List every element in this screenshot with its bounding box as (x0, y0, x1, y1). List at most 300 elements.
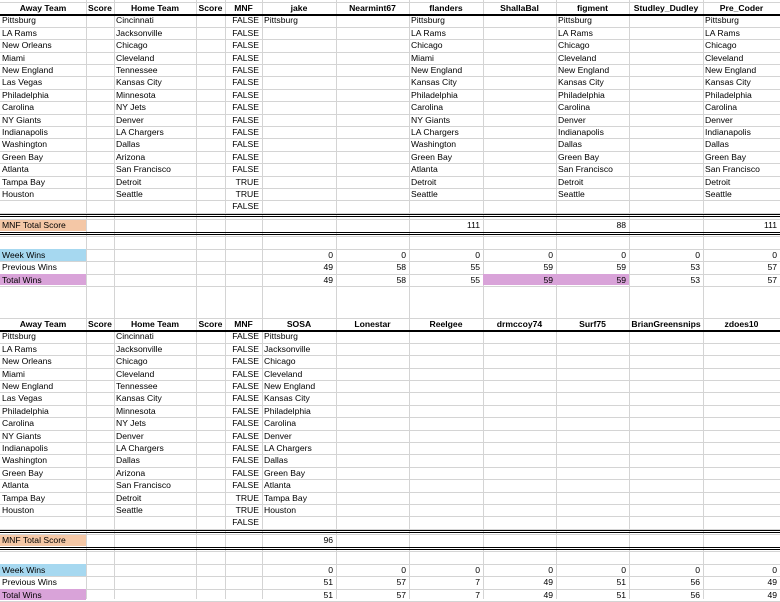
pick-cell[interactable] (409, 343, 483, 355)
away-score-cell[interactable] (86, 430, 114, 442)
pick-cell[interactable] (556, 504, 629, 516)
header-mnf[interactable]: MNF (234, 3, 253, 13)
total_wins-value[interactable]: 58 (396, 274, 406, 285)
pick-cell[interactable] (336, 516, 409, 528)
away-score-cell[interactable] (86, 516, 114, 528)
pick-cell[interactable] (336, 504, 409, 516)
previous_wins-value[interactable]: 49 (323, 262, 333, 273)
pick-cell[interactable] (629, 492, 703, 504)
pick-cell[interactable]: Philadelphia (264, 405, 311, 416)
pick-cell[interactable]: Green Bay (411, 151, 453, 162)
pick-cell[interactable] (629, 200, 703, 212)
pick-cell[interactable] (336, 151, 409, 163)
pick-cell[interactable] (483, 39, 556, 51)
pick-cell[interactable]: Carolina (264, 418, 297, 429)
home-score-cell[interactable] (196, 405, 225, 417)
pick-cell[interactable] (409, 417, 483, 429)
pick-cell[interactable]: Chicago (411, 40, 443, 51)
pick-cell[interactable] (262, 27, 336, 39)
pick-cell[interactable]: Washington (411, 139, 457, 150)
home-team-cell[interactable]: Cleveland (116, 368, 155, 379)
home-score-cell[interactable] (196, 200, 225, 212)
pick-cell[interactable] (409, 368, 483, 380)
home-team-cell[interactable]: Jacksonville (116, 343, 163, 354)
pick-cell[interactable]: Cleveland (705, 52, 744, 63)
away-score-cell[interactable] (86, 89, 114, 101)
pick-cell[interactable] (556, 492, 629, 504)
pick-cell[interactable] (629, 405, 703, 417)
away-team-cell[interactable]: LA Rams (2, 343, 37, 354)
mnf-cell[interactable]: FALSE (232, 418, 259, 429)
header-player[interactable]: drmccoy74 (496, 319, 543, 329)
mnf_total_score-value[interactable]: 96 (323, 535, 333, 545)
home-score-cell[interactable] (196, 430, 225, 442)
mnf-cell[interactable]: FALSE (232, 381, 259, 391)
total_wins-value[interactable]: 51 (323, 589, 333, 600)
pick-cell[interactable] (336, 442, 409, 454)
pick-cell[interactable] (703, 355, 780, 367)
mnf-cell[interactable]: TRUE (235, 176, 259, 187)
mnf_total_score-label[interactable]: MNF Total Score (2, 220, 66, 230)
away-team-cell[interactable]: Tampa Bay (2, 492, 45, 503)
pick-cell[interactable]: Denver (558, 114, 586, 125)
away-score-cell[interactable] (86, 417, 114, 429)
pick-cell[interactable] (629, 163, 703, 175)
home-team-cell[interactable]: NY Jets (116, 418, 146, 429)
mnf-cell[interactable]: FALSE (232, 368, 259, 379)
pick-cell[interactable] (703, 200, 780, 212)
home-score-cell[interactable] (196, 504, 225, 516)
pick-cell[interactable]: LA Rams (411, 27, 446, 38)
away-team-cell[interactable]: Indianapolis (2, 127, 48, 137)
pick-cell[interactable] (483, 151, 556, 163)
pick-cell[interactable] (409, 516, 483, 528)
home-team-cell[interactable]: Dallas (116, 139, 140, 150)
pick-cell[interactable]: Detroit (558, 176, 584, 187)
home-score-cell[interactable] (196, 467, 225, 479)
away-score-cell[interactable] (86, 380, 114, 392)
pick-cell[interactable] (483, 163, 556, 175)
week_wins-value[interactable]: 0 (475, 249, 480, 260)
away-team-cell[interactable]: Houston (2, 189, 35, 199)
pick-cell[interactable] (336, 392, 409, 404)
away-score-cell[interactable] (86, 114, 114, 126)
pick-cell[interactable] (703, 504, 780, 516)
pick-cell[interactable] (262, 176, 336, 188)
pick-cell[interactable] (336, 89, 409, 101)
pick-cell[interactable] (629, 479, 703, 491)
week_wins-value[interactable]: 0 (401, 564, 406, 575)
pick-cell[interactable]: Indianapolis (705, 127, 751, 137)
away-team-cell[interactable]: New Orleans (2, 356, 52, 367)
pick-cell[interactable] (262, 200, 336, 212)
away-team-cell[interactable]: Houston (2, 505, 35, 515)
pick-cell[interactable] (629, 516, 703, 528)
away-score-cell[interactable] (86, 442, 114, 454)
pick-cell[interactable] (629, 454, 703, 466)
previous_wins-value[interactable]: 53 (690, 262, 700, 273)
pick-cell[interactable] (703, 368, 780, 380)
home-score-cell[interactable] (196, 114, 225, 126)
week_wins-value[interactable]: 0 (548, 564, 553, 575)
pick-cell[interactable]: Philadelphia (558, 89, 605, 100)
header-home[interactable]: Home Team (130, 319, 180, 329)
header-player[interactable]: jake (290, 3, 308, 13)
away-score-cell[interactable] (86, 101, 114, 113)
home-team-cell[interactable]: Kansas City (116, 77, 162, 88)
mnf-cell[interactable]: FALSE (232, 127, 259, 137)
previous_wins-value[interactable]: 59 (543, 262, 553, 273)
pick-cell[interactable] (262, 516, 336, 528)
week_wins-label[interactable]: Week Wins (2, 564, 46, 575)
home-team-cell[interactable]: Chicago (116, 40, 148, 51)
mnf_total_score-value[interactable] (629, 219, 703, 231)
previous_wins-label[interactable]: Previous Wins (2, 577, 57, 588)
pick-cell[interactable]: Chicago (558, 40, 590, 51)
header-player[interactable]: Studley_Dudley (633, 3, 699, 13)
mnf-cell[interactable]: FALSE (232, 356, 259, 367)
header-away[interactable]: Away Team (19, 3, 67, 13)
mnf_total_score-value[interactable] (556, 534, 629, 546)
pick-cell[interactable]: Seattle (558, 189, 585, 199)
pick-cell[interactable] (336, 114, 409, 126)
away-score-cell[interactable] (86, 479, 114, 491)
week_wins-value[interactable]: 0 (548, 249, 553, 260)
pick-cell[interactable] (629, 89, 703, 101)
pick-cell[interactable] (703, 467, 780, 479)
pick-cell[interactable] (336, 163, 409, 175)
home-score-cell[interactable] (196, 27, 225, 39)
pick-cell[interactable] (409, 392, 483, 404)
pick-cell[interactable] (262, 76, 336, 88)
previous_wins-value[interactable]: 59 (616, 262, 626, 273)
pick-cell[interactable]: Houston (264, 505, 297, 515)
pick-cell[interactable]: Atlanta (411, 164, 438, 175)
mnf_total_score-value[interactable]: 88 (616, 220, 626, 230)
pick-cell[interactable]: NY Giants (411, 114, 451, 125)
pick-cell[interactable] (556, 430, 629, 442)
pick-cell[interactable] (629, 330, 703, 342)
pick-cell[interactable] (629, 39, 703, 51)
mnf-cell[interactable]: FALSE (232, 15, 259, 26)
pick-cell[interactable] (262, 101, 336, 113)
pick-cell[interactable] (629, 27, 703, 39)
pick-cell[interactable]: Pittsburg (411, 15, 445, 26)
pick-cell[interactable] (336, 430, 409, 442)
home-score-cell[interactable] (196, 442, 225, 454)
away-score-cell[interactable] (86, 64, 114, 76)
home-team-cell[interactable]: Minnesota (116, 405, 156, 416)
home-team-cell[interactable] (114, 200, 196, 212)
pick-cell[interactable] (336, 14, 409, 26)
home-score-cell[interactable] (196, 89, 225, 101)
mnf-cell[interactable]: FALSE (232, 52, 259, 63)
pick-cell[interactable] (629, 101, 703, 113)
total_wins-value[interactable]: 57 (767, 274, 777, 285)
mnf-cell[interactable]: FALSE (232, 443, 259, 453)
pick-cell[interactable] (262, 114, 336, 126)
pick-cell[interactable] (629, 188, 703, 200)
pick-cell[interactable]: Detroit (705, 176, 731, 187)
pick-cell[interactable] (629, 14, 703, 26)
pick-cell[interactable] (262, 126, 336, 138)
pick-cell[interactable]: Pittsburg (264, 331, 298, 342)
pick-cell[interactable] (556, 442, 629, 454)
pick-cell[interactable] (629, 114, 703, 126)
pick-cell[interactable]: Dallas (264, 455, 288, 466)
pick-cell[interactable] (409, 492, 483, 504)
home-team-cell[interactable]: Chicago (116, 356, 148, 367)
pick-cell[interactable] (483, 454, 556, 466)
away-score-cell[interactable] (86, 76, 114, 88)
pick-cell[interactable] (703, 492, 780, 504)
pick-cell[interactable] (703, 405, 780, 417)
header-player[interactable]: flanders (429, 3, 463, 13)
home-team-cell[interactable]: Jacksonville (116, 27, 163, 38)
pick-cell[interactable]: Philadelphia (411, 89, 458, 100)
mnf_total_score-value[interactable] (483, 219, 556, 231)
pick-cell[interactable] (409, 467, 483, 479)
week_wins-value[interactable]: 0 (401, 249, 406, 260)
away-team-cell[interactable]: Miami (2, 52, 25, 63)
mnf-cell[interactable]: FALSE (232, 40, 259, 51)
mnf-cell[interactable]: FALSE (232, 517, 259, 528)
home-score-cell[interactable] (196, 417, 225, 429)
pick-cell[interactable]: Detroit (411, 176, 437, 187)
away-team-cell[interactable]: Miami (2, 368, 25, 379)
pick-cell[interactable] (483, 176, 556, 188)
total_wins-value[interactable]: 49 (767, 589, 777, 600)
home-team-cell[interactable]: Arizona (116, 151, 146, 162)
pick-cell[interactable] (629, 417, 703, 429)
header-score2[interactable]: Score (198, 3, 223, 13)
pick-cell[interactable] (483, 330, 556, 342)
pick-cell[interactable] (483, 126, 556, 138)
pick-cell[interactable]: Green Bay (558, 151, 600, 162)
pick-cell[interactable]: Carolina (705, 102, 738, 113)
away-score-cell[interactable] (86, 355, 114, 367)
away-score-cell[interactable] (86, 467, 114, 479)
home-team-cell[interactable]: Minnesota (116, 89, 156, 100)
pick-cell[interactable] (629, 76, 703, 88)
pick-cell[interactable]: LA Rams (705, 27, 740, 38)
pick-cell[interactable]: San Francisco (558, 164, 613, 175)
away-team-cell[interactable]: Atlanta (2, 480, 29, 491)
home-score-cell[interactable] (196, 176, 225, 188)
mnf-cell[interactable]: FALSE (232, 393, 259, 404)
pick-cell[interactable] (703, 479, 780, 491)
pick-cell[interactable] (262, 52, 336, 64)
away-score-cell[interactable] (86, 343, 114, 355)
pick-cell[interactable] (336, 200, 409, 212)
pick-cell[interactable] (409, 504, 483, 516)
header-player[interactable]: zdoes10 (724, 319, 759, 329)
away-score-cell[interactable] (86, 138, 114, 150)
pick-cell[interactable] (703, 392, 780, 404)
header-player[interactable]: BrianGreensnips (631, 319, 701, 329)
pick-cell[interactable] (483, 200, 556, 212)
total_wins-value[interactable]: 49 (323, 274, 333, 285)
pick-cell[interactable]: New England (558, 65, 610, 75)
total_wins-value[interactable]: 59 (543, 274, 553, 285)
home-score-cell[interactable] (196, 163, 225, 175)
pick-cell[interactable] (556, 479, 629, 491)
mnf-cell[interactable]: TRUE (235, 189, 259, 199)
home-team-cell[interactable]: Cincinnati (116, 331, 154, 342)
away-score-cell[interactable] (86, 200, 114, 212)
pick-cell[interactable] (483, 504, 556, 516)
pick-cell[interactable] (483, 27, 556, 39)
home-score-cell[interactable] (196, 64, 225, 76)
away-team-cell[interactable]: New Orleans (2, 40, 52, 51)
home-score-cell[interactable] (196, 52, 225, 64)
home-score-cell[interactable] (196, 151, 225, 163)
away-score-cell[interactable] (86, 151, 114, 163)
pick-cell[interactable] (629, 52, 703, 64)
header-score2[interactable]: Score (198, 319, 223, 329)
total_wins-value[interactable]: 7 (475, 589, 480, 600)
away-team-cell[interactable]: NY Giants (2, 430, 42, 441)
pick-cell[interactable] (483, 101, 556, 113)
pick-cell[interactable] (336, 343, 409, 355)
pick-cell[interactable] (336, 101, 409, 113)
home-team-cell[interactable]: Denver (116, 114, 144, 125)
header-player[interactable]: SOSA (286, 319, 312, 329)
mnf_total_score-value[interactable]: 111 (466, 220, 480, 230)
home-team-cell[interactable]: Tennessee (116, 65, 158, 75)
home-score-cell[interactable] (196, 492, 225, 504)
total_wins-value[interactable]: 56 (690, 589, 700, 600)
mnf-cell[interactable]: FALSE (232, 405, 259, 416)
pick-cell[interactable] (483, 89, 556, 101)
pick-cell[interactable]: Cleveland (264, 368, 303, 379)
pick-cell[interactable] (629, 176, 703, 188)
away-score-cell[interactable] (86, 492, 114, 504)
pick-cell[interactable]: Chicago (705, 40, 737, 51)
pick-cell[interactable] (483, 405, 556, 417)
pick-cell[interactable] (483, 52, 556, 64)
away-score-cell[interactable] (86, 176, 114, 188)
pick-cell[interactable] (336, 76, 409, 88)
pick-cell[interactable] (262, 163, 336, 175)
total_wins-label[interactable]: Total Wins (2, 589, 42, 600)
previous_wins-label[interactable]: Previous Wins (2, 262, 57, 273)
pick-cell[interactable]: Kansas City (705, 77, 751, 88)
header-player[interactable]: Pre_Coder (719, 3, 764, 13)
pick-cell[interactable] (262, 138, 336, 150)
mnf_total_score-label[interactable]: MNF Total Score (2, 535, 66, 545)
away-team-cell[interactable]: Pittsburg (2, 331, 36, 342)
away-team-cell[interactable] (0, 200, 86, 212)
pick-cell[interactable]: LA Rams (558, 27, 593, 38)
pick-cell[interactable] (483, 355, 556, 367)
mnf-cell[interactable]: FALSE (232, 114, 259, 125)
total_wins-value[interactable]: 53 (690, 274, 700, 285)
previous_wins-value[interactable]: 57 (767, 262, 777, 273)
pick-cell[interactable] (336, 27, 409, 39)
away-score-cell[interactable] (86, 188, 114, 200)
mnf-cell[interactable]: FALSE (232, 27, 259, 38)
home-score-cell[interactable] (196, 39, 225, 51)
mnf-cell[interactable]: FALSE (232, 89, 259, 100)
pick-cell[interactable] (409, 380, 483, 392)
previous_wins-value[interactable]: 56 (690, 577, 700, 588)
home-score-cell[interactable] (196, 138, 225, 150)
pick-cell[interactable] (262, 64, 336, 76)
pick-cell[interactable] (629, 467, 703, 479)
pick-cell[interactable] (409, 454, 483, 466)
pick-cell[interactable] (483, 76, 556, 88)
away-score-cell[interactable] (86, 392, 114, 404)
pick-cell[interactable] (629, 64, 703, 76)
pick-cell[interactable] (336, 368, 409, 380)
total_wins-value[interactable]: 55 (470, 274, 480, 285)
mnf-cell[interactable]: FALSE (232, 65, 259, 75)
pick-cell[interactable]: Pittsburg (558, 15, 592, 26)
mnf_total_score-value[interactable] (336, 219, 409, 231)
pick-cell[interactable] (483, 138, 556, 150)
pick-cell[interactable] (336, 188, 409, 200)
previous_wins-value[interactable]: 57 (396, 577, 406, 588)
total_wins-value[interactable]: 49 (543, 589, 553, 600)
pick-cell[interactable] (483, 64, 556, 76)
pick-cell[interactable]: Kansas City (264, 393, 310, 404)
pick-cell[interactable] (556, 417, 629, 429)
pick-cell[interactable] (409, 405, 483, 417)
pick-cell[interactable] (409, 330, 483, 342)
pick-cell[interactable] (483, 392, 556, 404)
away-team-cell[interactable]: Indianapolis (2, 443, 48, 453)
home-team-cell[interactable]: Detroit (116, 176, 142, 187)
pick-cell[interactable] (483, 14, 556, 26)
pick-cell[interactable] (336, 64, 409, 76)
mnf-cell[interactable]: FALSE (232, 430, 259, 441)
away-score-cell[interactable] (86, 454, 114, 466)
away-score-cell[interactable] (86, 163, 114, 175)
header-score[interactable]: Score (88, 319, 112, 329)
home-team-cell[interactable]: San Francisco (116, 480, 171, 491)
pick-cell[interactable] (483, 442, 556, 454)
mnf-cell[interactable]: TRUE (235, 505, 259, 515)
pick-cell[interactable] (336, 330, 409, 342)
pick-cell[interactable]: Dallas (558, 139, 582, 150)
pick-cell[interactable] (336, 126, 409, 138)
mnf-cell[interactable]: FALSE (232, 164, 259, 175)
pick-cell[interactable] (703, 343, 780, 355)
pick-cell[interactable] (483, 516, 556, 528)
pick-cell[interactable]: San Francisco (705, 164, 760, 175)
pick-cell[interactable]: Carolina (411, 102, 444, 113)
header-player[interactable]: Surf75 (579, 319, 606, 329)
pick-cell[interactable] (262, 39, 336, 51)
pick-cell[interactable]: LA Chargers (411, 127, 459, 137)
mnf-cell[interactable]: FALSE (232, 455, 259, 466)
home-team-cell[interactable]: Tennessee (116, 381, 158, 391)
pick-cell[interactable]: New England (264, 381, 316, 391)
pick-cell[interactable] (483, 467, 556, 479)
pick-cell[interactable]: Green Bay (705, 151, 747, 162)
pick-cell[interactable] (556, 368, 629, 380)
week_wins-value[interactable]: 0 (475, 564, 480, 575)
pick-cell[interactable] (262, 151, 336, 163)
away-team-cell[interactable]: NY Giants (2, 114, 42, 125)
week_wins-value[interactable]: 0 (328, 249, 333, 260)
mnf_total_score-value[interactable] (483, 534, 556, 546)
pick-cell[interactable] (336, 176, 409, 188)
pick-cell[interactable]: Dallas (705, 139, 729, 150)
pick-cell[interactable] (483, 492, 556, 504)
week_wins-value[interactable]: 0 (695, 564, 700, 575)
